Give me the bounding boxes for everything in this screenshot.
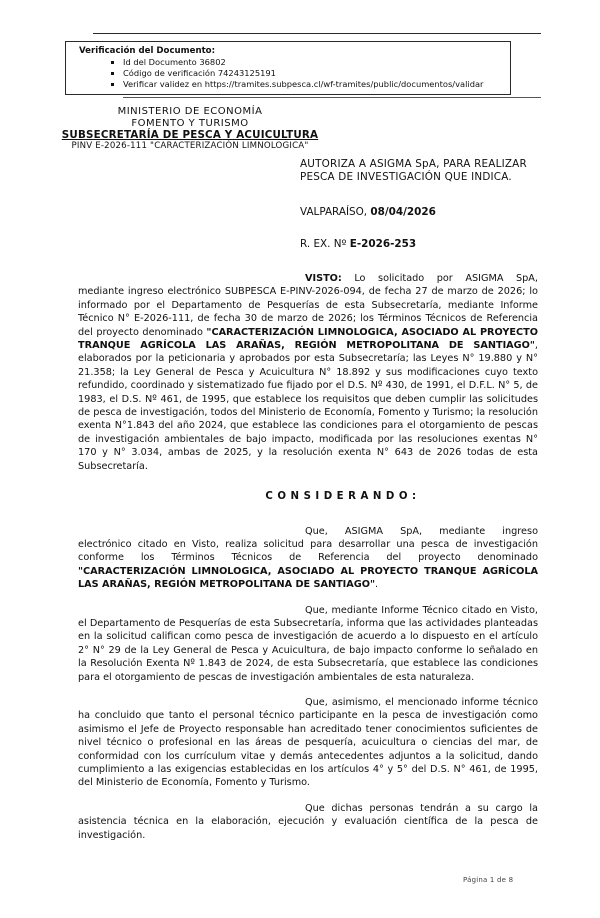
visto-text-2: , elaborados por la peticionaria y aprobados por esta Subsecretaría; las Leyes N° 19.880 y N° 21.358; la Ley General de Pesca y Acuicultura N° 18.892 y sus modificaciones cuyo texto refundido, coordinado y sistematizado fue fijado por el D.S. Nº 430, de 1991, el D.F.L. N° 5, de 1983, el D.S. Nº 461, de 1995, que establece los requisitos que deben cumplir las solicitudes de pesca de investigación, todos del Ministerio de Economía, Fomento y Turismo; la resolución exenta N°1.843 del año 2024, que establece las condiciones para el otorgamiento de pescas de investigación ambientales de bajo impacto, modificada por las resoluciones exentas N° 170 y N° 3.034, ambas de 2025, y la resolución exenta N° 643 de 2026 todas de esta Subsecretaría. [78,340,538,472]
pinv-reference-line: PINV E-2026-111 "CARACTERIZACIÓN LIMNOLOGICA" [71,141,309,151]
subject-line-2: PESCA DE INVESTIGACIÓN QUE INDICA. [300,171,512,183]
visto-text-1: Lo solicitado por ASIGMA SpA, mediante ingreso electrónico SUBPESCA E-PINV-2026-094, de fecha 27 de marzo de 2026; lo informado por el Departamento de Pesquerías de esta Subsecretaría, mediante Informe Técnico N° E-2026-111, de fecha 30 de marzo de 2026; los Términos Técnicos de Referencia del proyecto denominado [78,273,538,338]
considerando-1-project-name: "CARACTERIZACIÓN LIMNOLOGICA, ASOCIADO AL PROYECTO TRANQUE AGRÍCOLA LAS ARAÑAS, REGIÓN METROPOLITANA DE SANTIAGO" [78,565,538,591]
visto-paragraph [78,272,538,473]
subject-line-1: AUTORIZA A ASIGMA SpA, PARA REALIZAR [300,158,527,170]
resolution-number: E-2026-253 [349,238,417,250]
ministry-line-1: MINISTERIO DE ECONOMÍA [117,106,263,117]
city-label: VALPARAÍSO, [300,206,368,218]
verification-list [79,57,502,89]
document-body [78,272,538,854]
verification-box [65,41,511,95]
resolution-number-line [300,238,550,250]
considerando-1-text-1: Que, ASIGMA SpA, mediante ingreso electrónico citado en Visto, realiza solicitud para desarrollar una pesca de investigación conforme los Términos Técnicos de Referencia del proyecto denominado [78,525,538,564]
visto-project-name: "CARACTERIZACIÓN LIMNOLOGICA, ASOCIADO AL PROYECTO TRANQUE AGRÍCOLA LAS ARAÑAS, REGIÓN METROPOLITANA DE SANTIAGO" [78,326,538,352]
verification-title: Verificación del Documento: [79,46,216,56]
verification-item-url: ▪ Verificar validez en https://tramites.subpesca.cl/wf-tramites/public/documentos/validar [123,79,502,90]
resolution-prefix: R. EX. Nº [300,238,347,250]
considerando-1-text-2: . [375,579,379,591]
considerando-heading: CONSIDERANDO: [265,491,421,503]
considerando-paragraph-2: Que, mediante Informe Técnico citado en Visto, el Departamento de Pesquerías de esta Subsecretaría, informa que las actividades planteadas en la solicitud califican como pesca de investigación de acuerdo a lo dispuesto en el artículo 2° N° 29 de la Ley General de Pesca y Acuicultura, de bajo impacto conforme lo señalado en la Resolución Exenta Nº 1.843 de 2024, de esta Subsecretaría, que establece las condiciones para el otorgamiento de pescas de investigación ambientales de esta naturaleza. [78,604,538,683]
document-meta [300,158,550,250]
page-number: Página 1 de 8 [463,876,514,884]
letterhead [40,106,340,152]
considerando-paragraph-3: Que, asimismo, el mencionado informe técnico ha concluido que tanto el personal técnico participante en la pesca de investigación como asimismo el Jefe de Proyecto responsable han acreditado tener conocimientos suficientes de nivel técnico o profesional en las áreas de pesquería, acuicultura o ciencias del mar, de conformidad con los currículum vitae y demás antecedentes adjuntos a la solicitud, dando cumplimiento a las exigencias establecidas en los artículos 4° y 5° del D.S. N° 461, de 1995, del Ministerio de Economía, Fomento y Turismo. [78,696,538,789]
date-value: 08/04/2026 [370,206,436,218]
document-subject [300,158,550,184]
verification-item-code: ▪ Código de verificación 74243125191 [123,68,502,79]
subsecretaria-line: SUBSECRETARÍA DE PESCA Y ACUICULTURA [61,129,319,141]
verification-box-shadow-line [123,97,541,98]
considerando-paragraph-4: Que dichas personas tendrán a su cargo la asistencia técnica en la elaboración, ejecución y evaluación científica de la pesca de investigación. [78,802,538,841]
considerando-paragraph-1 [78,525,538,592]
city-date-line [300,206,550,218]
top-scan-rule [93,33,541,34]
verification-item-document-id: ▪ Id del Documento 36802 [123,57,502,68]
visto-label: VISTO: [305,273,342,284]
ministry-line-2: FOMENTO Y TURISMO [131,117,249,129]
